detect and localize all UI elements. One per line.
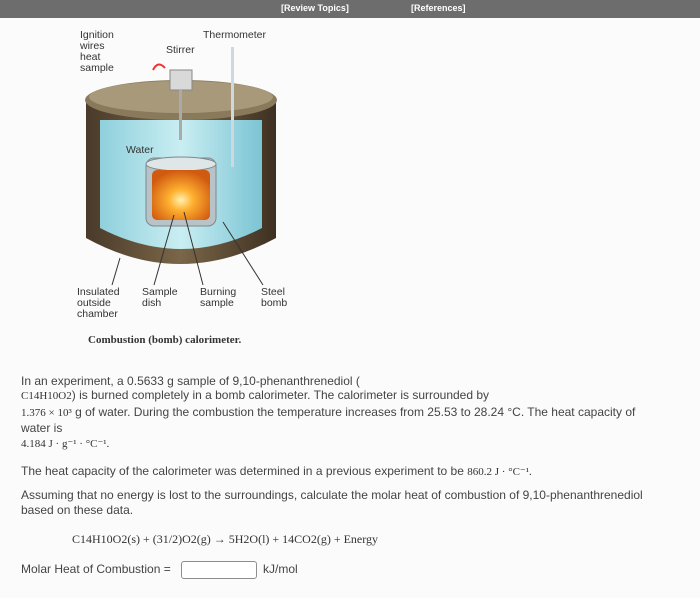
problem-line-8: based on these data. [21, 503, 134, 517]
calorimeter-heat-capacity: 860.2 J · °C⁻¹. [467, 466, 532, 478]
answer-label: Molar Heat of Combustion = [21, 562, 171, 576]
ignition-label: Ignition wires heat sample [80, 29, 114, 74]
steel-bomb-label: Steel bomb [261, 286, 288, 309]
references-link[interactable]: [References] [411, 3, 466, 13]
molar-heat-input[interactable] [181, 561, 257, 579]
thermometer-shape [231, 47, 234, 167]
problem-line-4: water is [21, 421, 63, 435]
review-topics-link[interactable]: [Review Topics] [281, 3, 349, 13]
water-label: Water [126, 144, 154, 156]
insulated-chamber-label: Insulated outside chamber [77, 286, 120, 320]
problem-line-2-text: ) is burned completely in a bomb calorimeter. The calorimeter is surrounded by [71, 388, 490, 402]
problem-line-1: In an experiment, a 0.5633 g sample of 9,10-phenanthrenediol ( [21, 374, 360, 388]
compound-formula: C14H10O2 [21, 390, 72, 402]
answer-unit: kJ/mol [263, 562, 298, 576]
problem-line-6 [21, 464, 532, 479]
figure-caption: Combustion (bomb) calorimeter. [88, 334, 242, 346]
problem-line-3-text: g of water. During the combustion the temperature increases from 25.53 to 28.24 °C. The heat capacity of [75, 405, 636, 419]
problem-line-3 [21, 405, 635, 420]
stirrer-shape [170, 70, 192, 90]
combustion-equation: C14H10O2(s) + (31/2)O2(g) → 5H2O(l) + 14CO2(g) + Energy [72, 532, 379, 546]
burning-sample-label: Burning sample [200, 286, 237, 309]
problem-line-7: Assuming that no energy is lost to the surroundings, calculate the molar heat of combustion of 9,10-phenanthrenediol [21, 488, 643, 502]
problem-line-6-text: The heat capacity of the calorimeter was determined in a previous experiment to be [21, 464, 464, 478]
thermometer-label: Thermometer [203, 29, 267, 41]
water-heat-capacity: 4.184 J · g⁻¹ · °C⁻¹. [21, 438, 110, 450]
stirrer-label: Stirrer [166, 44, 195, 56]
water-mass-value: 1.376 × 10³ [21, 407, 72, 419]
sample-dish-label: Sample dish [142, 286, 178, 309]
burning-sample-shape [152, 170, 210, 220]
problem-line-2 [21, 388, 489, 403]
